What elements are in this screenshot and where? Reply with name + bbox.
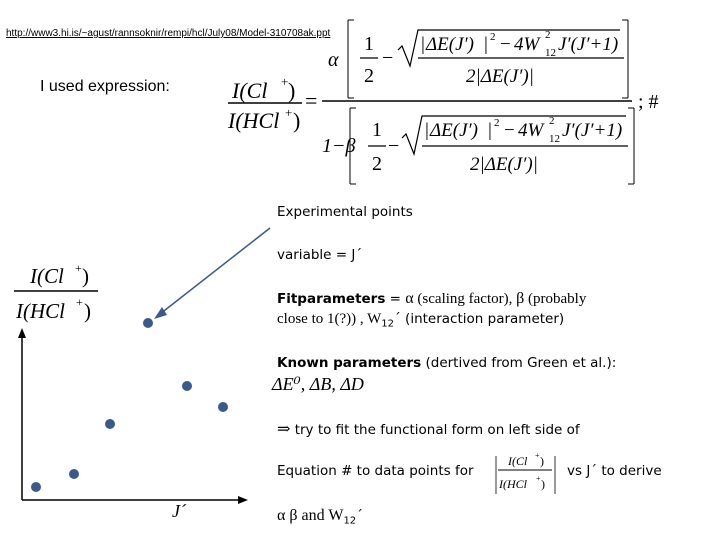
svg-text:ΔE(J′): ΔE(J′): [426, 34, 475, 55]
svg-text:|: |: [420, 34, 426, 55]
one-minus-beta: 1−β: [322, 135, 356, 157]
svg-text:+: +: [285, 105, 293, 120]
svg-text:2: 2: [549, 115, 555, 127]
pointer-arrow: [160, 228, 270, 314]
svg-text:2: 2: [372, 153, 382, 175]
x-axis-label: J´: [172, 501, 186, 521]
svg-text:−: −: [382, 47, 394, 69]
vs-derive-line: vs J´ to derive: [567, 463, 662, 479]
y-axis-label-numerator: I(Cl: [30, 264, 64, 288]
svg-text:2: 2: [494, 117, 500, 129]
svg-text:1: 1: [372, 119, 382, 141]
used-expression-label: I used expression:: [40, 78, 170, 95]
svg-text:−: −: [500, 34, 511, 55]
svg-text:2|ΔE(J′)|: 2|ΔE(J′)|: [466, 66, 534, 87]
svg-text:4W: 4W: [518, 120, 544, 141]
fit-parameters-line2: close to 1(?)) , $W_{12}´$ (interaction parameter): [277, 311, 565, 330]
svg-text:J′(J′+1): J′(J′+1): [562, 120, 623, 141]
svg-text:): ): [288, 78, 296, 103]
svg-text:): ): [84, 299, 91, 323]
svg-text:2: 2: [490, 31, 496, 43]
svg-text:+: +: [76, 295, 83, 309]
svg-text:12: 12: [545, 47, 556, 59]
svg-text:|: |: [487, 120, 493, 141]
svg-text:): ): [540, 454, 544, 468]
alpha-symbol: α: [328, 49, 339, 71]
source-url-link[interactable]: http://www3.hi.is/~agust/rannsoknir/rempi/hcl/July08/Model-310708ak.ppt: [6, 28, 331, 39]
svg-text:I(HCl: I(HCl: [499, 477, 527, 491]
variable-label: variable = J´: [277, 247, 363, 263]
svg-text:4W: 4W: [514, 34, 540, 55]
svg-text:2: 2: [364, 65, 374, 87]
svg-text:|: |: [424, 120, 430, 141]
svg-text:): ): [293, 108, 301, 133]
svg-text:+: +: [281, 74, 289, 89]
final-parameters-line: α β and $W_{12}´$: [277, 507, 363, 527]
semicolon-hash: ; #: [638, 91, 659, 113]
svg-text:+: +: [535, 451, 540, 460]
data-point: [105, 419, 115, 429]
equals-sign: =: [305, 88, 318, 113]
svg-text:+: +: [75, 261, 82, 275]
data-point: [143, 318, 153, 328]
fit-parameters-line1: Fitparameters = α (scaling factor), β (probably: [277, 290, 587, 307]
experimental-points-label: Experimental points: [277, 204, 413, 220]
known-parameters-label: Known parameters (dertived from Green et al.):: [277, 355, 617, 371]
data-point: [69, 469, 79, 479]
known-parameters-values: ΔE⁰, ΔB, ΔD: [272, 374, 364, 394]
data-point: [218, 402, 228, 412]
svg-text:): ): [82, 264, 89, 288]
svg-text:12: 12: [549, 133, 560, 145]
svg-text:): ): [541, 477, 545, 491]
svg-text:I(Cl: I(Cl: [508, 454, 528, 468]
equation-to-data-line: Equation # to data points for: [277, 463, 474, 479]
svg-text:|: |: [483, 34, 489, 55]
lhs-numerator: I(Cl: [232, 78, 268, 103]
svg-text:−: −: [504, 120, 515, 141]
svg-text:J′(J′+1): J′(J′+1): [558, 34, 619, 55]
try-fit-line: ⇒ try to fit the functional form on left side of: [277, 421, 580, 438]
y-axis-label-denominator: I(HCl: [16, 299, 65, 323]
svg-text:2: 2: [545, 29, 551, 41]
svg-text:1: 1: [364, 33, 374, 55]
svg-text:−: −: [388, 135, 400, 157]
svg-text:ΔE(J′): ΔE(J′): [430, 120, 479, 141]
lhs-denominator: I(HCl: [228, 108, 280, 133]
svg-text:2|ΔE(J′)|: 2|ΔE(J′)|: [470, 154, 538, 175]
svg-text:+: +: [536, 474, 541, 483]
data-point: [182, 381, 192, 391]
data-point: [31, 482, 41, 492]
